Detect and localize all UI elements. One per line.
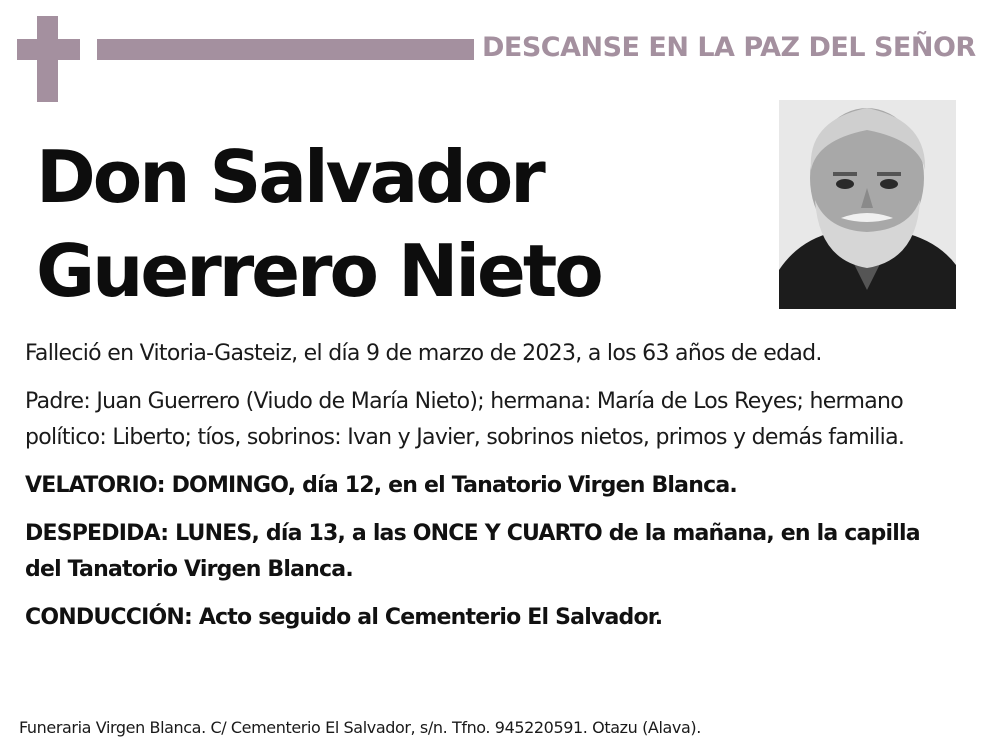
death-notice: Falleció en Vitoria-Gasteiz, el día 9 de marzo de 2023, a los 63 años de edad.: [25, 341, 822, 366]
velatorio-notice: VELATORIO: DOMINGO, día 12, en el Tanatorio Virgen Blanca.: [25, 473, 737, 498]
deceased-name-line2: Guerrero Nieto: [36, 229, 601, 313]
portrait-photo: [779, 100, 956, 309]
header-title: DESCANSE EN LA PAZ DEL SEÑOR: [482, 32, 976, 63]
family-list: Padre: Juan Guerrero (Viudo de María Nieto); hermana: María de Los Reyes; hermano político: Liberto; tíos, sobrinos: Ivan y Javier, sobrinos nietos, primos y demás familia.: [25, 389, 905, 450]
despedida-notice: DESPEDIDA: LUNES, día 13, a las ONCE Y CUARTO de la mañana, en la capilla del Tanatorio Virgen Blanca.: [25, 521, 920, 582]
header-divider-bar: [97, 39, 474, 60]
deceased-name: [36, 130, 756, 318]
portrait-illustration: [779, 100, 956, 309]
conduccion-notice: CONDUCCIÓN: Acto seguido al Cementerio El Salvador.: [25, 605, 663, 630]
cross-horizontal-bar: [17, 39, 80, 60]
funeral-home-footer: Funeraria Virgen Blanca. C/ Cementerio El Salvador, s/n. Tfno. 945220591. Otazu (Alava).: [19, 718, 701, 737]
deceased-name-line1: Don Salvador: [36, 135, 543, 219]
obituary-body: [25, 336, 960, 648]
